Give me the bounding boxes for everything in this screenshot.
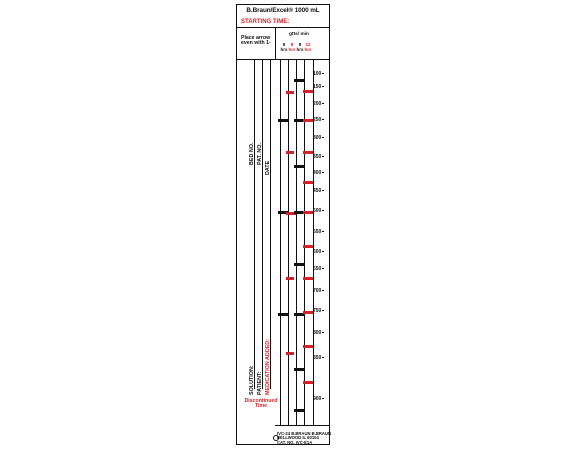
- mark-8h-red: [286, 352, 294, 355]
- hours-6-black: [280, 43, 288, 52]
- mark-6h-3: [278, 313, 288, 316]
- hours-unit: hrs: [296, 46, 304, 52]
- mark-6h-1: [278, 119, 288, 122]
- mark-8h-red: [286, 91, 294, 94]
- mark-12h-red: [303, 381, 313, 384]
- iv-time-strip-label: [236, 4, 330, 445]
- field-line-1: [254, 59, 255, 389]
- scale-label-800: 800: [313, 331, 324, 336]
- pat-no-field: PAT. NO.: [257, 143, 263, 165]
- scale-label-650: 650: [313, 267, 324, 272]
- mark-8h-red: [286, 277, 294, 280]
- hours-unit: hrs: [280, 46, 288, 52]
- mark-8h-black: [294, 368, 304, 371]
- scale-column-divider: [288, 59, 289, 425]
- mark-12h-red: [303, 277, 313, 280]
- hours-value: 8: [298, 42, 302, 47]
- discontinued-time-label: Discontinued Time: [244, 398, 278, 410]
- starting-time-label: STARTING TIME:: [241, 19, 290, 25]
- patient-field: PATIENT:: [257, 371, 263, 395]
- mark-12h-red: [303, 151, 313, 154]
- hours-12-red: [304, 43, 312, 52]
- hours-8-red: [288, 43, 296, 52]
- mark-12h-red: [303, 311, 313, 314]
- product-title: B.Braun/Excel® 1000 mL: [246, 7, 320, 14]
- mark-12h-red: [303, 181, 313, 184]
- mark-12h-red: [303, 90, 313, 93]
- date-field: DATE: [265, 160, 271, 175]
- scale-label-750: 750: [313, 309, 324, 314]
- mark-12h-red: [303, 211, 313, 214]
- mark-8h-black: [294, 409, 304, 412]
- scale-label-300: 300: [313, 136, 324, 141]
- field-line-2: [262, 59, 263, 389]
- scale-label-700: 700: [313, 289, 324, 294]
- scale-label-550: 550: [313, 230, 324, 235]
- scale-label-900: 900: [313, 397, 324, 402]
- header-divider: [237, 27, 329, 28]
- scale-label-350: 350: [313, 155, 324, 160]
- footer-line: IVC-24 B.BRAUN B.BRAUN: [277, 431, 331, 436]
- mark-8h-black: [294, 79, 304, 82]
- body-divider: [237, 59, 329, 60]
- scale-label-250: 250: [313, 118, 324, 123]
- scale-label-100: 100: [313, 72, 324, 77]
- footer-line: CAT. NO. IVC-E1A: [277, 439, 313, 445]
- mark-12h-red: [303, 119, 313, 122]
- mark-8h-red: [286, 151, 294, 154]
- scale-label-500: 500: [313, 209, 324, 214]
- footer-text: [277, 432, 331, 445]
- scale-label-850: 850: [313, 356, 324, 361]
- solution-field: SOLUTION:: [249, 365, 255, 395]
- hours-value: 8: [290, 42, 294, 47]
- hours-value: 6: [282, 42, 286, 47]
- footer-line: BELLWOOD IL 60104: [277, 435, 319, 441]
- scale-label-150: 150: [313, 85, 324, 90]
- header-column-divider: [275, 27, 276, 59]
- hours-8-black: [296, 43, 304, 52]
- footer-divider: [275, 425, 329, 426]
- scale-column-divider: [313, 59, 314, 425]
- scale-column-divider: [280, 59, 281, 425]
- gtts-per-min-label: gtts/ min: [289, 32, 309, 37]
- scale-label-200: 200: [313, 102, 324, 107]
- mark-12h-red: [303, 345, 313, 348]
- scale-label-600: 600: [313, 250, 324, 255]
- scale-column-divider: [304, 59, 305, 425]
- mark-12h-red: [303, 245, 313, 248]
- scale-label-400: 400: [313, 171, 324, 176]
- scale-label-450: 450: [313, 189, 324, 194]
- bed-no-field: BED NO.: [249, 142, 255, 165]
- hours-unit: hrs: [288, 46, 296, 52]
- placement-instruction: Place arrow even with 1-: [241, 35, 271, 47]
- hours-value: 12: [305, 42, 311, 47]
- medication-added-field: MEDICATION ADDED:: [265, 339, 271, 395]
- mark-8h-black: [294, 165, 304, 168]
- hours-unit: hrs: [304, 46, 312, 52]
- mark-8h-black: [294, 263, 304, 266]
